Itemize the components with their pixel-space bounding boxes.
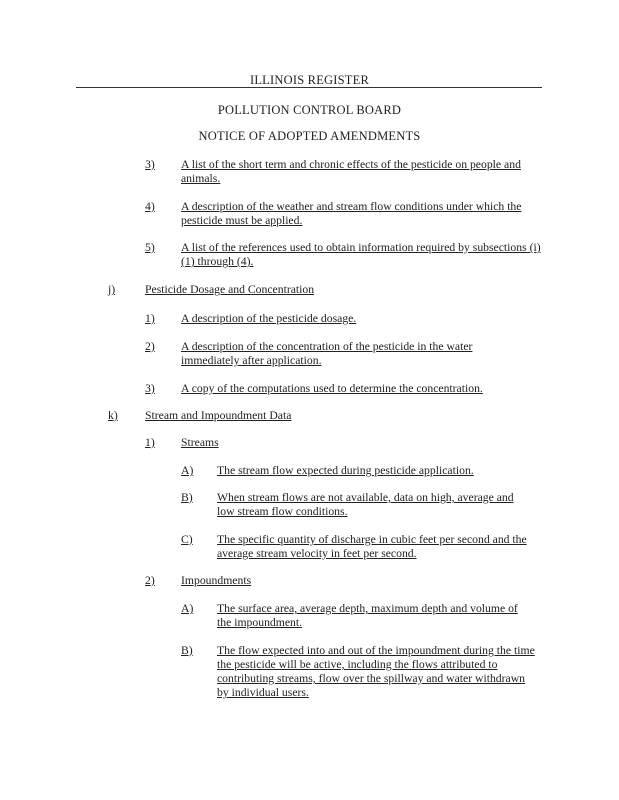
section-label: k) xyxy=(108,409,118,422)
item-text: A description of the pesticide dosage. xyxy=(181,312,357,325)
item-text: A copy of the computations used to determine the concentration. xyxy=(181,382,483,395)
item-label: 3) xyxy=(145,382,155,395)
item-text: Impoundments xyxy=(181,574,252,587)
section-label: j) xyxy=(108,283,116,296)
item-label: 4) xyxy=(145,200,155,213)
item-text: A list of the references used to obtain information required by subsections (i)(1) through (4). xyxy=(181,241,541,268)
item-text: When stream flows are not available, data on high, average and low stream flow conditions. xyxy=(217,491,514,518)
item-label: B) xyxy=(181,491,193,504)
item-label: A) xyxy=(181,464,194,477)
item-text: The specific quantity of discharge in cubic feet per second and the average stream velocity in feet per second. xyxy=(217,533,527,560)
header-rule xyxy=(76,87,542,88)
item-label: 2) xyxy=(145,574,155,587)
item-text: The flow expected into and out of the impoundment during the time the pesticide will be active, including the flows attributed to contributing streams, flow over the spillway and water withdrawn by individual users. xyxy=(217,644,535,699)
item-label: 1) xyxy=(145,312,155,325)
section-text: Stream and Impoundment Data xyxy=(145,409,292,422)
section-text: Pesticide Dosage and Concentration xyxy=(145,283,315,296)
item-text: Streams xyxy=(181,436,219,449)
item-text: A description of the concentration of the pesticide in the water immediately after application. xyxy=(181,340,473,367)
item-label: 5) xyxy=(145,241,155,254)
notice-title: NOTICE OF ADOPTED AMENDMENTS xyxy=(198,129,421,143)
item-label: B) xyxy=(181,644,193,657)
item-label: C) xyxy=(181,533,193,546)
item-text: The stream flow expected during pesticide application. xyxy=(217,464,474,477)
item-label: 3) xyxy=(145,158,155,171)
board-title: POLLUTION CONTROL BOARD xyxy=(217,103,402,117)
item-label: A) xyxy=(181,602,194,615)
item-text: A list of the short term and chronic effects of the pesticide on people and animals. xyxy=(181,158,521,185)
item-text: A description of the weather and stream flow conditions under which the pesticide must be applied. xyxy=(181,200,522,227)
item-label: 1) xyxy=(145,436,155,449)
register-title: ILLINOIS REGISTER xyxy=(249,73,369,87)
item-label: 2) xyxy=(145,340,155,353)
item-text: The surface area, average depth, maximum depth and volume of the impoundment. xyxy=(217,602,518,629)
